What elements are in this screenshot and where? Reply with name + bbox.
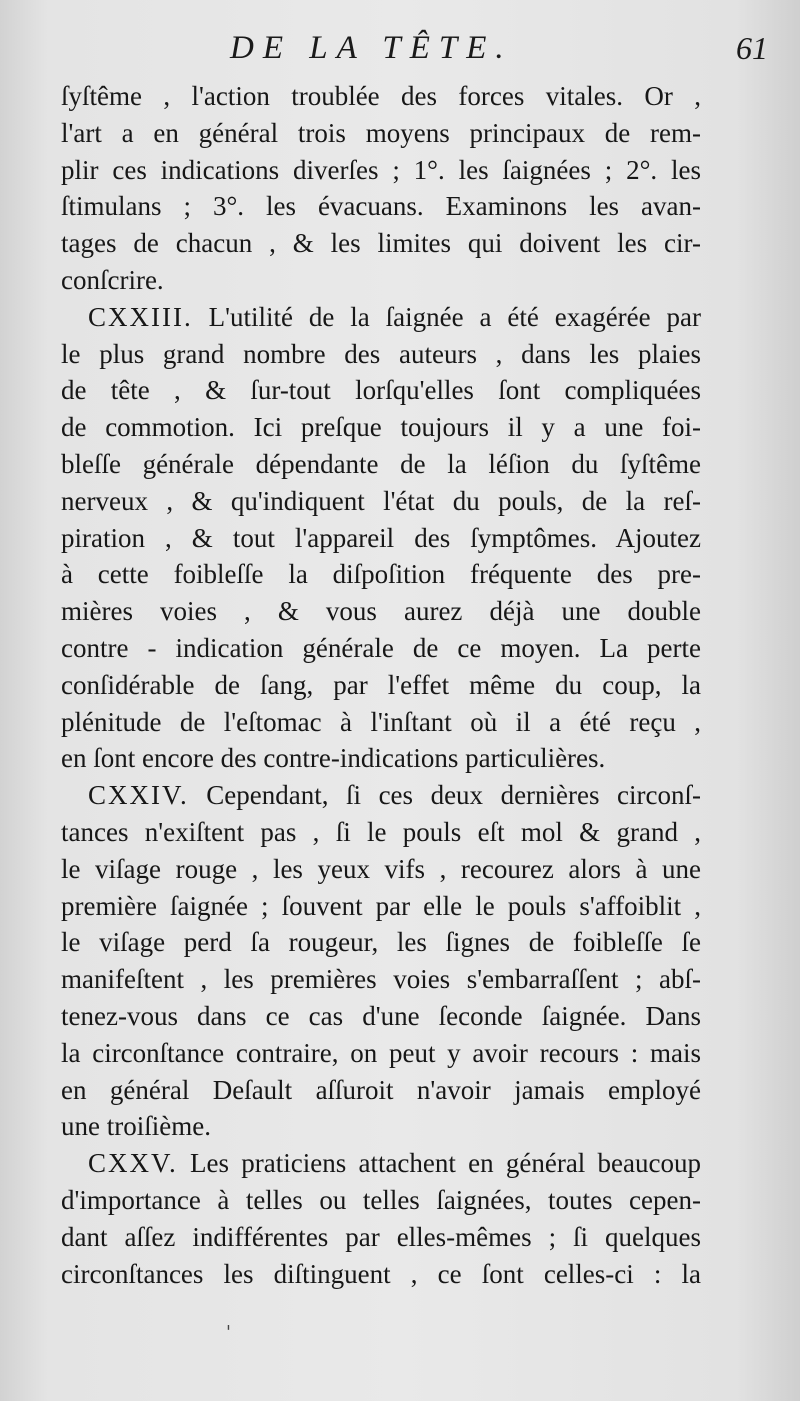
text-line: ſtimulans ; 3°. les évacuans. Examinons les avan- — [61, 191, 701, 222]
text-line: le viſage perd ſa rougeur, les ſignes de foibleſſe ſe — [61, 927, 701, 958]
text-line: Cependant, ſi ces deux dernières circonſ- — [206, 780, 701, 811]
text-line: bleſſe générale dépendante de la léſion du ſyſtême — [61, 448, 701, 479]
text-line: la circonſtance contraire, on peut y avoir recours : mais — [61, 1037, 701, 1068]
text-line: première ſaignée ; ſouvent par elle le pouls s'affoiblit , — [61, 890, 701, 921]
section-number: CXXV. — [88, 1148, 178, 1179]
text-line: plénitude de l'eſtomac à l'inſtant où il a été reçu , — [61, 706, 701, 737]
paragraph-start-line — [61, 777, 701, 814]
text-line: conſcrire. — [61, 264, 164, 295]
text-line: tances n'exiſtent pas , ſi le pouls eſt mol & grand , — [61, 816, 701, 847]
text-line: ſyſtême , l'action troublée des forces vitales. Or , — [61, 81, 701, 111]
text-line: le viſage rouge , les yeux vifs , recourez alors à une — [61, 853, 701, 884]
text-line: l'art a en général trois moyens principaux de rem- — [61, 117, 701, 148]
text-line: contre - indication générale de ce moyen. La perte — [61, 632, 701, 663]
running-title: DE LA TÊTE. — [230, 30, 513, 66]
text-line: le plus grand nombre des auteurs , dans les plaies — [61, 338, 701, 369]
paragraph-start-line — [61, 299, 701, 336]
text-line: dant aſſez indifférentes par elles-mêmes ; ſi quelques — [61, 1221, 701, 1252]
text-line: mières voies , & vous aurez déjà une double — [61, 596, 701, 627]
page-number: 61 — [736, 30, 768, 66]
body-text — [61, 78, 701, 1292]
text-line: de commotion. Ici preſque toujours il y a une foi- — [61, 412, 701, 443]
text-line: circonſtances les diſtinguent , ce ſont celles-ci : la — [61, 1258, 701, 1289]
text-line: nerveux , & qu'indiquent l'état du pouls, de la reſ- — [61, 485, 701, 516]
text-line: tages de chacun , & les limites qui doivent les cir- — [61, 228, 701, 259]
text-line: une troiſième. — [61, 1111, 211, 1142]
section-number: CXXIII. — [88, 301, 193, 332]
section-number: CXXIV. — [88, 780, 189, 811]
text-line: piration , & tout l'appareil des ſymptômes. Ajoutez — [61, 522, 701, 553]
page-header — [60, 30, 768, 70]
text-line: de tête , & ſur-tout lorſqu'elles ſont compliquées — [61, 375, 701, 406]
stray-ink-mark: ' — [226, 1322, 231, 1343]
text-line: manifeſtent , les premières voies s'embarraſſent ; abſ- — [61, 964, 701, 995]
text-line: L'utilité de la ſaignée a été exagérée par — [208, 301, 701, 332]
text-line: d'importance à telles ou telles ſaignées, toutes cepen- — [61, 1184, 701, 1215]
text-line: Les praticiens attachent en général beaucoup — [190, 1148, 702, 1179]
text-line: à cette foibleſſe la diſpoſition fréquente des pre- — [61, 559, 701, 590]
text-line: en ſont encore des contre-indications particulières. — [61, 743, 606, 774]
paragraph-start-line — [61, 1145, 701, 1182]
text-line: tenez-vous dans ce cas d'une ſeconde ſaignée. Dans — [61, 1000, 701, 1031]
text-line: plir ces indications diverſes ; 1°. les ſaignées ; 2°. les — [61, 154, 701, 185]
text-line: conſidérable de ſang, par l'effet même du coup, la — [61, 669, 701, 700]
text-line: en général Deſault aſſuroit n'avoir jamais employé — [61, 1074, 701, 1105]
